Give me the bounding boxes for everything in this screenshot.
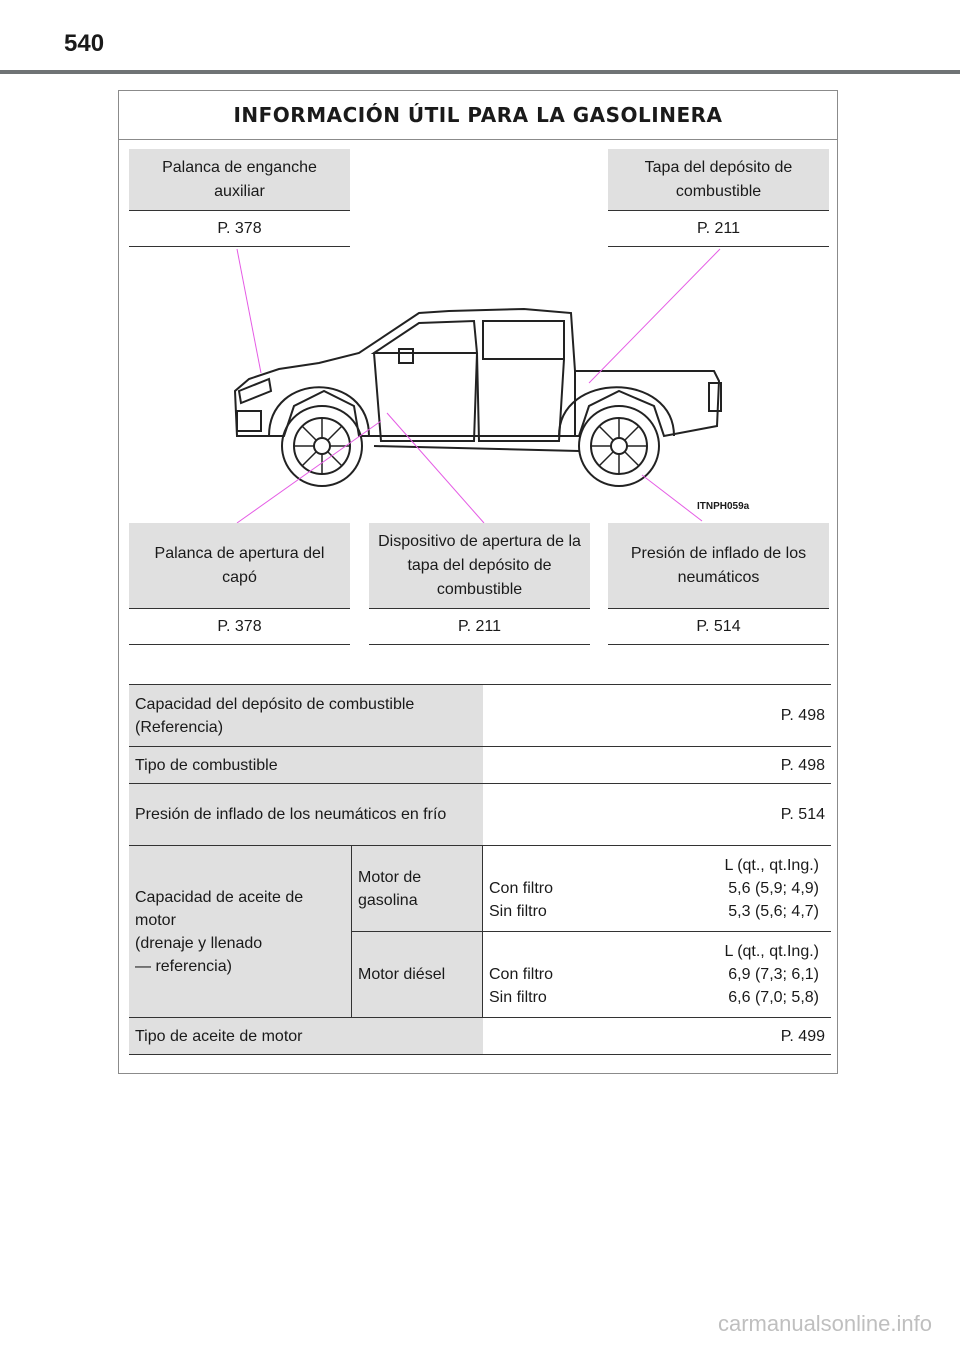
diesel-without-filter: Sin filtro [489,989,547,1006]
info-frame [118,90,838,1074]
gasoline-without-filter-value: 5,3 (5,6; 4,7) [728,903,819,920]
label-hook: Palanca de enganche auxiliar [129,149,350,211]
rear-wheel [579,406,659,486]
truck-diagram [119,91,837,531]
front-wheel [282,406,362,486]
section-title: INFORMACIÓN ÚTIL PARA LA GASOLINERA [119,91,837,140]
label-fuel-cap: Tapa del depósito de combustible [608,149,829,211]
ref-fuel-cap: P. 211 [608,211,829,247]
ref-fuel-door: P. 211 [369,609,590,645]
table-row [129,846,831,932]
gasoline-engine-label: Motor de gasolina [352,846,483,932]
tank-capacity-ref: P. 498 [483,685,832,747]
tank-capacity-label: Capacidad del depósito de combustible (Referencia) [129,685,483,747]
diesel-without-filter-value: 6,6 (7,0; 5,8) [728,989,819,1006]
fuel-type-label: Tipo de combustible [129,747,483,784]
header-rule [0,70,960,74]
label-hood: Palanca de apertura del capó [129,523,350,609]
watermark: carmanualsonline.info [717,1311,932,1336]
diesel-engine-label: Motor diésel [352,932,483,1018]
gasoline-without-filter: Sin filtro [489,903,547,920]
oil-type-label: Tipo de aceite de motor [129,1018,483,1055]
ref-hood: P. 378 [129,609,350,645]
table-row [129,747,831,784]
oil-capacity-label [129,846,352,1018]
oil-type-ref: P. 499 [483,1018,832,1055]
truck-body-outline [235,309,721,451]
gasoline-with-filter: Con filtro [489,880,554,897]
label-tire: Presión de inflado de los neumáticos [608,523,829,609]
table-row [129,1018,831,1055]
cold-tire-ref: P. 514 [483,784,832,846]
oil-capacity-line1: Capacidad de aceite de motor [135,888,304,929]
diesel-unit: L (qt., qt.Ing.) [724,943,819,960]
specs-table [129,684,831,1055]
ref-tire: P. 514 [608,609,829,645]
gasoline-values [483,846,832,932]
page-number: 540 [64,30,105,57]
label-fuel-door: Dispositivo de apertura de la tapa del depósito de combustible [369,523,590,609]
diagram-code: ITNPH059a [697,501,750,512]
gasoline-with-filter-value: 5,6 (5,9; 4,9) [728,880,819,897]
diesel-values [483,932,832,1018]
table-row [129,685,831,747]
fuel-type-ref: P. 498 [483,747,832,784]
cold-tire-label: Presión de inflado de los neumáticos en frío [129,784,483,846]
diesel-with-filter-value: 6,9 (7,3; 6,1) [728,966,819,983]
diesel-with-filter: Con filtro [489,966,554,983]
table-row [129,784,831,846]
ref-hook: P. 378 [129,211,350,247]
oil-capacity-line3: — referencia) [135,957,232,975]
oil-capacity-line2: (drenaje y llenado [135,934,263,952]
gasoline-unit: L (qt., qt.Ing.) [724,857,819,874]
